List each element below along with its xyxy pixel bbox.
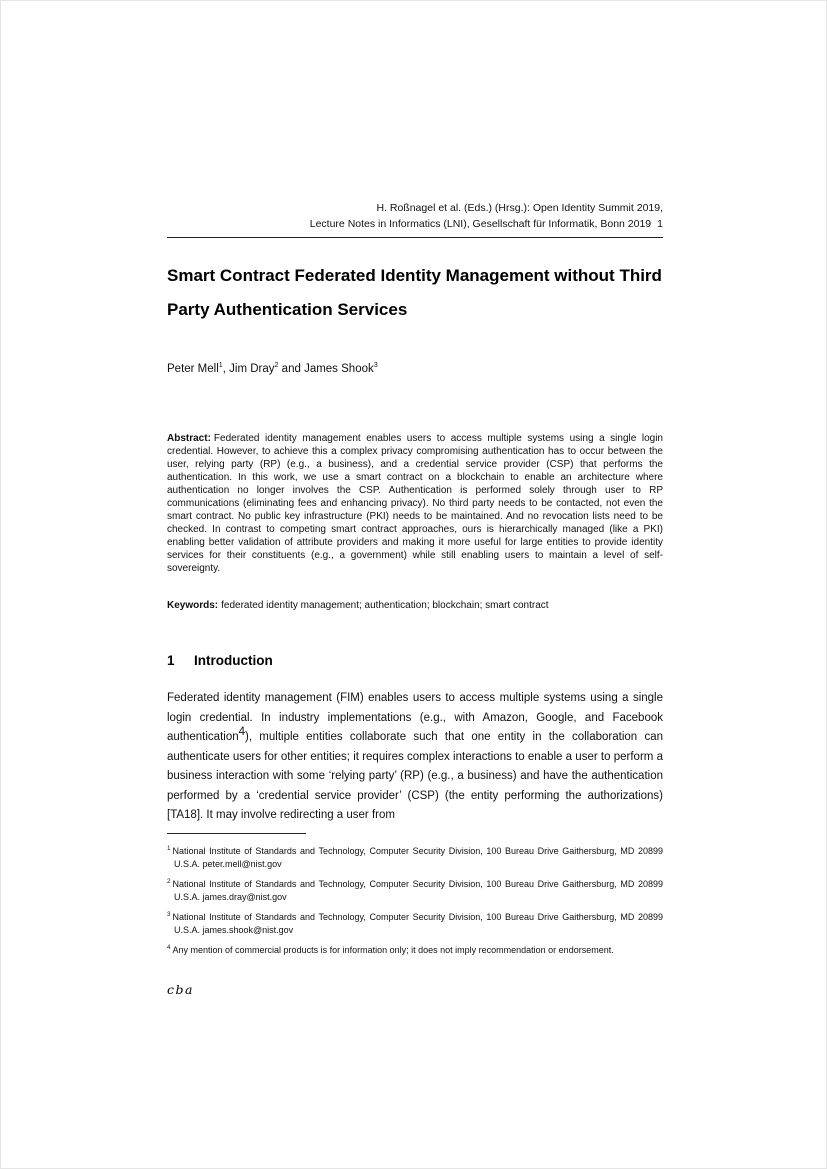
footnote-text-1: National Institute of Standards and Technology, Computer Security Division, 100 Bureau Drive Gaithersburg, MD 20899 U.S.A. peter.mell@nist.gov	[172, 846, 663, 869]
section-heading	[167, 653, 663, 668]
footnote-marker-4: 4	[167, 944, 171, 951]
authors-line	[167, 361, 663, 375]
footnote-text-4: Any mention of commercial products is for information only; it does not imply recommendation or endorsement.	[172, 945, 614, 955]
keywords-line	[167, 599, 663, 612]
author-name-3: James Shook	[304, 362, 374, 375]
abstract-paragraph	[167, 432, 663, 575]
keywords-text: federated identity management; authentication; blockchain; smart contract	[221, 600, 549, 611]
footnote-text-2: National Institute of Standards and Technology, Computer Security Division, 100 Bureau Drive Gaithersburg, MD 20899 U.S.A. james.dray@nist.gov	[172, 879, 663, 902]
author-name-1: Peter Mell	[167, 362, 219, 375]
header-line2-text: Lecture Notes in Informatics (LNI), Gesellschaft für Informatik, Bonn 2019	[309, 218, 652, 230]
footnote-marker-3: 3	[167, 911, 171, 918]
header-line2	[167, 216, 663, 232]
footnotes-block	[167, 842, 663, 961]
author-affiliation-superscript-1: 1	[218, 361, 223, 369]
intro-paragraph	[167, 689, 663, 826]
footnote-2	[167, 875, 663, 904]
section-title: Introduction	[194, 653, 273, 668]
footnote-3	[167, 908, 663, 937]
intro-text-before-footnote: Federated identity management (FIM) enables users to access multiple systems using a single login credential. In industry implementations (e.g., with Amazon, Google, and Facebook authentication	[167, 692, 663, 743]
abstract-label: Abstract:	[167, 433, 211, 444]
section-number: 1	[167, 653, 175, 668]
footnote-rule	[167, 833, 306, 834]
abstract-text: Federated identity management enables users to access multiple systems using a single login credential. However, to achieve this a complex privacy compromising authentication has to occur between the user, relying party (RP) (e.g., a business), and a credential service provider (CSP) that performs the authentication. In this work, we use a smart contract on a blockchain to enable an architecture where authentication no longer involves the CSP. Authentication is performed solely through user to RP communications (eliminating fees and enhancing privacy). No third party needs to be contacted, not even the smart contract. No public key infrastructure (PKI) needs to be maintained. And no revocation lists need to be checked. In contrast to competing smart contract approaches, ours is hierarchically managed (like a PKI) enabling better validation of attribute providers and making it more useful for large entities to provide identity services for their constituents (e.g., a government) while still enabling users to maintain a level of self-sovereignty.	[167, 433, 663, 574]
footnote-4	[167, 941, 663, 957]
author-name-2: Jim Dray	[229, 362, 275, 375]
creative-commons-license-mark: cba	[167, 982, 194, 997]
header-rule	[167, 237, 663, 238]
footnote-1	[167, 842, 663, 871]
footnote-text-3: National Institute of Standards and Technology, Computer Security Division, 100 Bureau Drive Gaithersburg, MD 20899 U.S.A. james.shook@nist.gov	[172, 912, 663, 935]
paper-title: Smart Contract Federated Identity Management without Third Party Authentication Services	[167, 266, 662, 319]
author-separator-1: ,	[222, 362, 230, 375]
footnote-marker-2: 2	[167, 878, 171, 885]
page-number: 1	[657, 218, 663, 230]
intro-text-after-footnote: ), multiple entities collaborate such that one entity in the collaboration can authenticate users for other entities; it requires complex interactions to enable a user to perform a business interaction with some ‘relying party’ (RP) (e.g., a business) and have the authentication performed by a ‘credential service provider’ (CSP) (the entity performing the authorizations) [TA18]. It may involve redirecting a user from	[167, 731, 663, 821]
header-line1: H. Roßnagel et al. (Eds.) (Hrsg.): Open Identity Summit 2019,	[376, 202, 663, 214]
author-separator-2: and	[278, 362, 305, 375]
keywords-label: Keywords:	[167, 600, 219, 611]
running-header	[167, 200, 663, 232]
author-affiliation-superscript-2: 2	[274, 361, 279, 369]
footnote-reference-4: 4	[238, 726, 246, 738]
author-affiliation-superscript-3: 3	[373, 361, 378, 369]
footnote-marker-1: 1	[167, 845, 171, 852]
